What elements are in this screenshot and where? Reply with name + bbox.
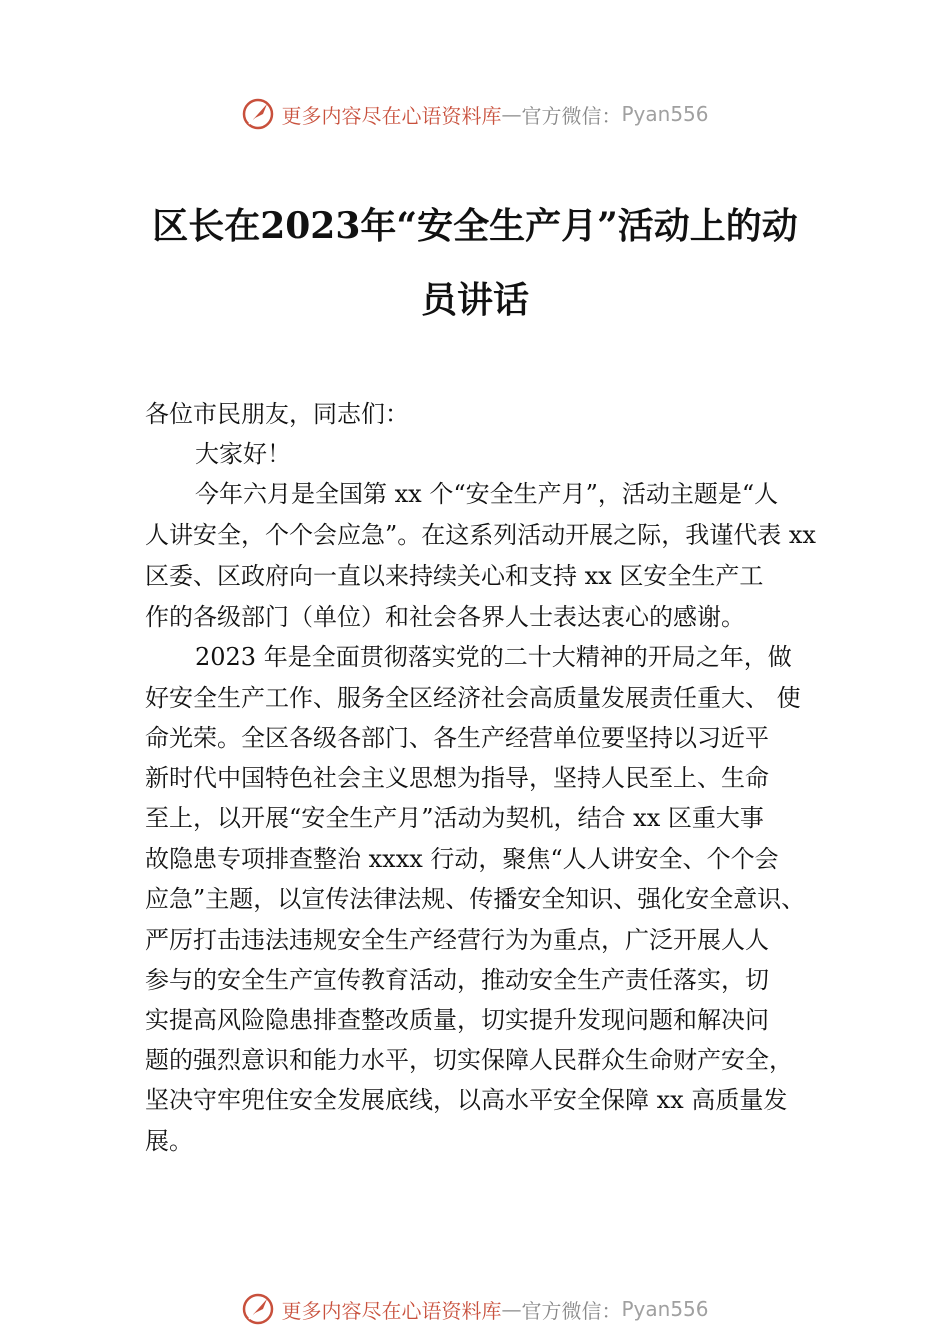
quill-logo-icon — [241, 1292, 275, 1326]
banner-wechat-label: 官方微信： — [521, 1298, 622, 1323]
body-line: 今年六月是全国第 xx 个“安全生产月”，活动主题是“人 — [195, 480, 779, 508]
body-line: 大家好！ — [195, 440, 291, 468]
body-line: 人讲安全，个个会应急”。在这系列活动开展之际，我谨代表 xx — [145, 521, 816, 549]
footer-banner — [0, 1289, 950, 1329]
body-line: 严厉打击违法违规安全生产经营行为为重点，广泛开展人人 — [145, 926, 769, 954]
header-banner — [0, 94, 950, 134]
body-line: 应急”主题，以宣传法律法规、传播安全知识、强化安全意识、 — [145, 885, 806, 913]
body-line: 新时代中国特色社会主义思想为指导，坚持人民至上、生命 — [145, 764, 769, 792]
body-line: 各位市民朋友，同志们： — [145, 400, 409, 428]
body-line: 区委、区政府向一直以来持续关心和支持 xx 区安全生产工 — [145, 562, 764, 590]
banner-separator: — — [501, 1297, 522, 1321]
banner-wechat-id: Pyan556 — [621, 102, 709, 126]
body-line: 至上，以开展“安全生产月”活动为契机，结合 xx 区重大事 — [145, 804, 764, 832]
banner-text: 更多内容尽在心语资料库 — [281, 1298, 502, 1323]
body-line: 作的各级部门（单位）和社会各界人士表达衷心的感谢。 — [145, 603, 745, 631]
banner-wechat-id: Pyan556 — [621, 1297, 709, 1321]
banner-wechat-label: 官方微信： — [521, 103, 622, 128]
body-line: 实提高风险隐患排查整改质量，切实提升发现问题和解决问 — [145, 1006, 769, 1034]
banner-separator: — — [501, 102, 522, 126]
document-title-line-1: 区长在2023年“安全生产月”活动上的动 — [152, 205, 798, 247]
body-line: 参与的安全生产宣传教育活动，推动安全生产责任落实，切 — [145, 966, 769, 994]
body-line: 好安全生产工作、服务全区经济社会高质量发展责任重大、 使 — [145, 684, 801, 712]
banner-text: 更多内容尽在心语资料库 — [281, 103, 502, 128]
body-line: 2023 年是全面贯彻落实党的二十大精神的开局之年，做 — [195, 643, 792, 671]
body-line: 故隐患专项排查整治 xxxx 行动，聚焦“人人讲安全、个个会 — [145, 845, 779, 873]
body-line: 展。 — [145, 1127, 193, 1155]
body-line: 坚决守牢兜住安全发展底线，以高水平安全保障 xx 高质量发 — [145, 1086, 788, 1114]
body-line: 题的强烈意识和能力水平，切实保障人民群众生命财产安全， — [145, 1046, 793, 1074]
body-line: 命光荣。全区各级各部门、各生产经营单位要坚持以习近平 — [145, 724, 769, 752]
document-title-line-2: 员讲话 — [420, 279, 529, 321]
quill-logo-icon — [241, 97, 275, 131]
